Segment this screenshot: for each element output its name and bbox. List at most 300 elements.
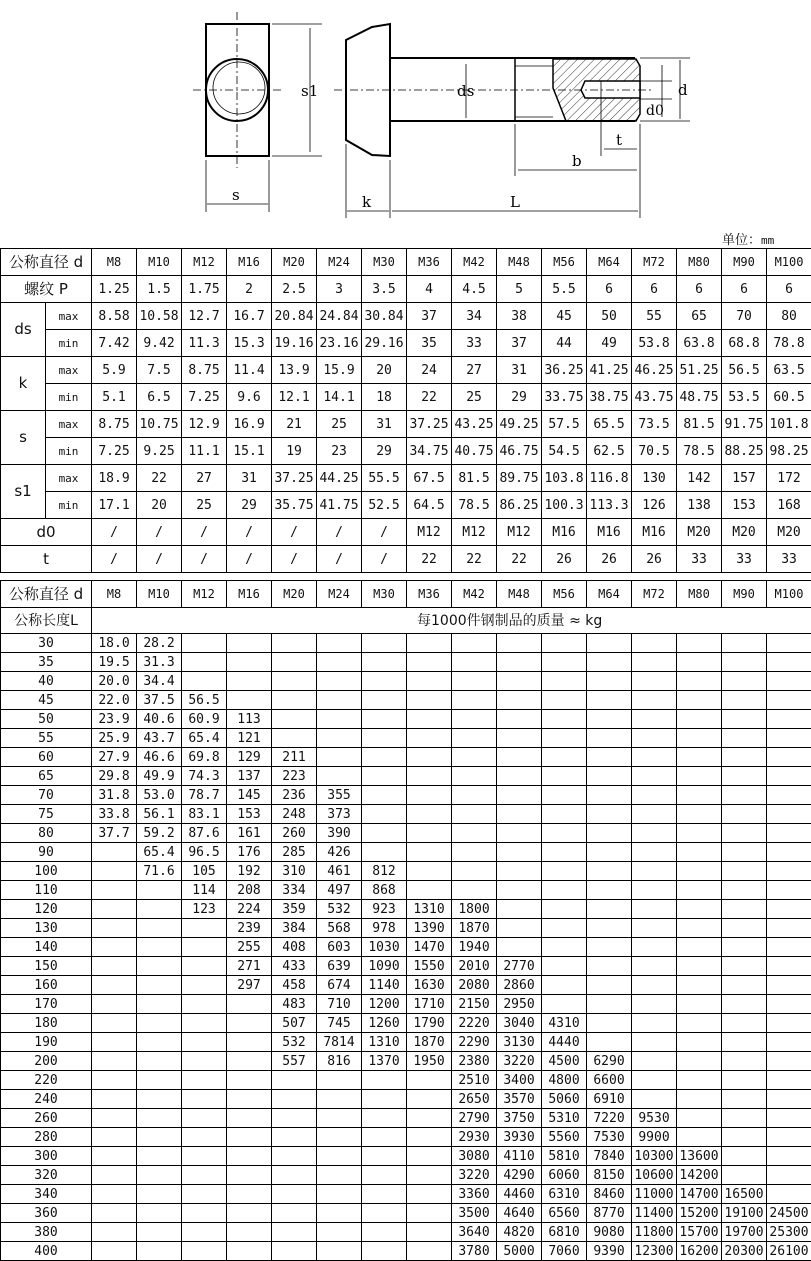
s-min-value: 40.75 [452,438,497,465]
weight-value: 426 [317,843,362,862]
d0-value: M16 [542,519,587,546]
table-row [1,710,811,729]
ds-min-value: 44 [542,330,587,357]
weight-value [272,1147,317,1166]
size-header: M72 [632,581,677,608]
weight-value: 978 [362,919,407,938]
weight-value [767,672,811,691]
weight-value [632,748,677,767]
weight-value [722,653,767,672]
weight-value [92,1033,137,1052]
weight-value: 3220 [452,1166,497,1185]
weight-value: 28.2 [137,634,182,653]
s-max-value: 91.75 [722,411,767,438]
weight-value [92,900,137,919]
unit-label: 单位：mm [722,229,774,248]
length-value: 200 [1,1052,92,1071]
length-value: 30 [1,634,92,653]
s-max-value: 8.75 [92,411,137,438]
weight-value [587,729,632,748]
weight-value [182,634,227,653]
weight-value: 19.5 [92,653,137,672]
weight-value [587,881,632,900]
size-header: M20 [272,581,317,608]
weight-value [722,1071,767,1090]
size-header: M30 [362,249,407,276]
label-s: s [232,186,240,204]
weight-value [677,634,722,653]
weight-value [92,1204,137,1223]
weight-value: 557 [272,1052,317,1071]
weight-value [272,1090,317,1109]
weight-value [92,1109,137,1128]
length-value: 50 [1,710,92,729]
weight-value [227,1052,272,1071]
ds-min-value: 23.16 [317,330,362,357]
weight-value [317,748,362,767]
weight-value: 4640 [497,1204,542,1223]
weight-value: 24500 [767,1204,811,1223]
t-value: 26 [587,546,632,573]
weight-value: 78.7 [182,786,227,805]
weight-value: 2950 [497,995,542,1014]
weight-value [92,881,137,900]
weight-value [587,691,632,710]
weight-value [452,729,497,748]
weight-value [407,710,452,729]
k-min-value: 43.75 [632,384,677,411]
weight-value [767,1147,811,1166]
s1-min-value: 153 [722,492,767,519]
s1-max-value: 89.75 [497,465,542,492]
weight-value: 14200 [677,1166,722,1185]
ds-max-value: 8.58 [92,303,137,330]
weight-value: 3360 [452,1185,497,1204]
s-min-value: 98.25 [767,438,811,465]
length-value: 100 [1,862,92,881]
table-row [1,1090,811,1109]
weight-value [452,748,497,767]
weight-value [452,767,497,786]
length-value: 75 [1,805,92,824]
s-max-row [1,411,811,438]
weight-value: 25300 [767,1223,811,1242]
weight-value [542,881,587,900]
weight-value [587,767,632,786]
ds-min-value: 33 [452,330,497,357]
weight-value: 1870 [407,1033,452,1052]
pitch-value: 6 [767,276,811,303]
weight-value [542,786,587,805]
size-header: M16 [227,249,272,276]
weight-value: 16500 [722,1185,767,1204]
weight-value [677,767,722,786]
s-min-value: 11.1 [182,438,227,465]
weight-value [767,843,811,862]
weight-value: 192 [227,862,272,881]
d0-value: M20 [722,519,767,546]
s-min-value: 78.5 [677,438,722,465]
t-value: 33 [677,546,722,573]
weight-value [542,710,587,729]
weight-value [92,862,137,881]
weight-value [407,881,452,900]
weight-value: 603 [317,938,362,957]
ds-min-value: 68.8 [722,330,767,357]
weight-value: 1470 [407,938,452,957]
weight-value: 176 [227,843,272,862]
table-row [1,900,811,919]
weight-value: 53.0 [137,786,182,805]
pitch-value: 1.5 [137,276,182,303]
label-d0: d0 [646,103,664,119]
s1-min-row [1,492,811,519]
d0-value: / [137,519,182,546]
table-row [1,805,811,824]
label-b: b [572,152,582,170]
s-min-value: 19 [272,438,317,465]
weight-value: 5060 [542,1090,587,1109]
weight-value [227,995,272,1014]
weight-value [452,691,497,710]
weight-value [722,881,767,900]
weight-value: 87.6 [182,824,227,843]
weight-table [0,580,811,1261]
weight-value: 224 [227,900,272,919]
weight-value [497,900,542,919]
nominal-diameter-label: 公称直径 d [1,249,92,276]
weight-value [587,995,632,1014]
weight-value [227,1204,272,1223]
pitch-value: 6 [677,276,722,303]
k-min-value: 53.5 [722,384,767,411]
weight-value [722,1128,767,1147]
weight-value [317,1109,362,1128]
k-min-value: 60.5 [767,384,811,411]
size-header: M56 [542,249,587,276]
weight-value: 15700 [677,1223,722,1242]
table-row [1,1071,811,1090]
weight-value [182,653,227,672]
weight-value: 359 [272,900,317,919]
weight-value [497,881,542,900]
weight-value: 4290 [497,1166,542,1185]
weight-value: 6310 [542,1185,587,1204]
weight-value [92,1052,137,1071]
weight-value [722,1109,767,1128]
k-max-value: 41.25 [587,357,632,384]
t-value: / [92,546,137,573]
weight-value [137,1147,182,1166]
k-max-value: 31 [497,357,542,384]
weight-value [632,1090,677,1109]
length-value: 80 [1,824,92,843]
weight-value [587,900,632,919]
weight-value [587,653,632,672]
d0-value: / [362,519,407,546]
ds-max-value: 34 [452,303,497,330]
weight-caption: 每1000件钢制品的质量 ≈ kg [92,608,811,634]
table-row [1,1128,811,1147]
size-header: M30 [362,581,407,608]
weight-value [362,805,407,824]
size-header: M42 [452,249,497,276]
weight-value [92,1090,137,1109]
s1-min-value: 64.5 [407,492,452,519]
s-max-value: 43.25 [452,411,497,438]
weight-value [767,1128,811,1147]
min-label: min [46,384,92,411]
ds-min-value: 9.42 [137,330,182,357]
weight-value [92,1223,137,1242]
table-row [1,729,811,748]
max-label: max [46,411,92,438]
weight-value: 6600 [587,1071,632,1090]
weight-value: 14700 [677,1185,722,1204]
weight-value [542,900,587,919]
weight-value: 6060 [542,1166,587,1185]
weight-value: 10600 [632,1166,677,1185]
weight-value [587,976,632,995]
weight-value: 1310 [362,1033,407,1052]
weight-value: 96.5 [182,843,227,862]
k-min-value: 33.75 [542,384,587,411]
ds-min-value: 7.42 [92,330,137,357]
size-header: M10 [137,249,182,276]
weight-value: 5000 [497,1242,542,1261]
table-row [1,881,811,900]
size-header-row [1,581,811,608]
weight-value [92,1128,137,1147]
weight-value: 6290 [587,1052,632,1071]
table-row [1,1147,811,1166]
weight-value: 121 [227,729,272,748]
weight-value: 113 [227,710,272,729]
k-min-value: 5.1 [92,384,137,411]
weight-value [227,1014,272,1033]
weight-value [767,1185,811,1204]
weight-value [767,976,811,995]
weight-value [407,862,452,881]
weight-value: 816 [317,1052,362,1071]
s1-min-value: 138 [677,492,722,519]
weight-value [407,748,452,767]
weight-value: 74.3 [182,767,227,786]
weight-value [407,1071,452,1090]
s-min-value: 54.5 [542,438,587,465]
length-value: 70 [1,786,92,805]
weight-value: 507 [272,1014,317,1033]
size-header: M90 [722,581,767,608]
weight-value [587,805,632,824]
weight-value: 208 [227,881,272,900]
weight-value [272,1166,317,1185]
weight-value: 69.8 [182,748,227,767]
s1-label: s1 [1,465,46,519]
k-max-value: 51.25 [677,357,722,384]
weight-value: 8460 [587,1185,632,1204]
pitch-value: 1.75 [182,276,227,303]
length-value: 35 [1,653,92,672]
t-value: / [137,546,182,573]
k-min-value: 7.25 [182,384,227,411]
s1-min-value: 20 [137,492,182,519]
weight-value [137,1071,182,1090]
weight-value [767,805,811,824]
weight-value [182,1242,227,1261]
size-header: M36 [407,581,452,608]
weight-value [632,653,677,672]
table-row [1,824,811,843]
s-min-value: 62.5 [587,438,632,465]
weight-value [137,900,182,919]
weight-value: 297 [227,976,272,995]
table-row [1,862,811,881]
s1-max-value: 81.5 [452,465,497,492]
weight-value [632,843,677,862]
weight-value [407,1204,452,1223]
weight-value [407,653,452,672]
weight-value: 223 [272,767,317,786]
weight-value [632,1071,677,1090]
weight-value: 1800 [452,900,497,919]
pitch-value: 5 [497,276,542,303]
table-row [1,1014,811,1033]
size-header: M64 [587,249,632,276]
k-min-value: 14.1 [317,384,362,411]
t-label: t [1,546,92,573]
weight-value: 65.4 [182,729,227,748]
weight-value [272,691,317,710]
table-row [1,976,811,995]
weight-value [722,824,767,843]
size-header: M80 [677,581,722,608]
weight-value: 2790 [452,1109,497,1128]
s-min-value: 46.75 [497,438,542,465]
label-s1: s1 [301,82,318,100]
s-max-value: 37.25 [407,411,452,438]
ds-max-value: 37 [407,303,452,330]
s1-max-value: 18.9 [92,465,137,492]
weight-value [587,824,632,843]
weight-value: 1710 [407,995,452,1014]
weight-value [92,938,137,957]
weight-value [92,1071,137,1090]
weight-value: 458 [272,976,317,995]
t-head-bolt-drawing [0,0,811,230]
k-min-value: 18 [362,384,407,411]
s-max-value: 21 [272,411,317,438]
weight-value: 6910 [587,1090,632,1109]
weight-value: 3750 [497,1109,542,1128]
weight-value [767,1052,811,1071]
weight-value: 19700 [722,1223,767,1242]
weight-value [137,1166,182,1185]
weight-value [407,767,452,786]
weight-value: 6560 [542,1204,587,1223]
weight-value [317,1242,362,1261]
weight-value [182,976,227,995]
weight-value [632,767,677,786]
weight-value: 37.7 [92,824,137,843]
weight-value [587,1033,632,1052]
weight-value [677,786,722,805]
ds-max-value: 80 [767,303,811,330]
k-min-value: 25 [452,384,497,411]
table-row [1,1223,811,1242]
weight-value [497,748,542,767]
weight-value [587,710,632,729]
max-label: max [46,303,92,330]
weight-value: 12300 [632,1242,677,1261]
weight-value: 13600 [677,1147,722,1166]
weight-value [587,919,632,938]
weight-value [452,824,497,843]
weight-value: 137 [227,767,272,786]
k-min-value: 6.5 [137,384,182,411]
weight-value: 11800 [632,1223,677,1242]
weight-value [137,1090,182,1109]
weight-value [587,957,632,976]
weight-value: 1030 [362,938,407,957]
t-value: / [272,546,317,573]
weight-value: 4820 [497,1223,542,1242]
length-value: 110 [1,881,92,900]
pitch-value: 4 [407,276,452,303]
weight-value [632,1052,677,1071]
d0-value: M12 [497,519,542,546]
weight-value [362,1147,407,1166]
weight-value: 373 [317,805,362,824]
s1-max-value: 27 [182,465,227,492]
s1-min-value: 41.75 [317,492,362,519]
k-min-value: 12.1 [272,384,317,411]
weight-value [722,691,767,710]
weight-value [497,824,542,843]
s1-max-value: 103.8 [542,465,587,492]
weight-value [272,710,317,729]
weight-value [137,1223,182,1242]
weight-value [272,653,317,672]
weight-value [677,1033,722,1052]
s-max-value: 49.25 [497,411,542,438]
length-value: 360 [1,1204,92,1223]
pitch-value: 5.5 [542,276,587,303]
weight-value [362,729,407,748]
weight-value [227,672,272,691]
weight-value [722,805,767,824]
weight-value [137,1033,182,1052]
weight-value [452,634,497,653]
k-max-value: 56.5 [722,357,767,384]
weight-value [722,748,767,767]
weight-value: 1090 [362,957,407,976]
weight-value [722,843,767,862]
k-max-value: 7.5 [137,357,182,384]
k-max-row [1,357,811,384]
weight-value [587,672,632,691]
weight-value [92,843,137,862]
weight-value: 23.9 [92,710,137,729]
d0-row [1,519,811,546]
weight-value: 255 [227,938,272,957]
table-row [1,1204,811,1223]
weight-value [407,1109,452,1128]
s1-max-value: 130 [632,465,677,492]
weight-value [497,805,542,824]
weight-value [227,1223,272,1242]
weight-value: 1260 [362,1014,407,1033]
